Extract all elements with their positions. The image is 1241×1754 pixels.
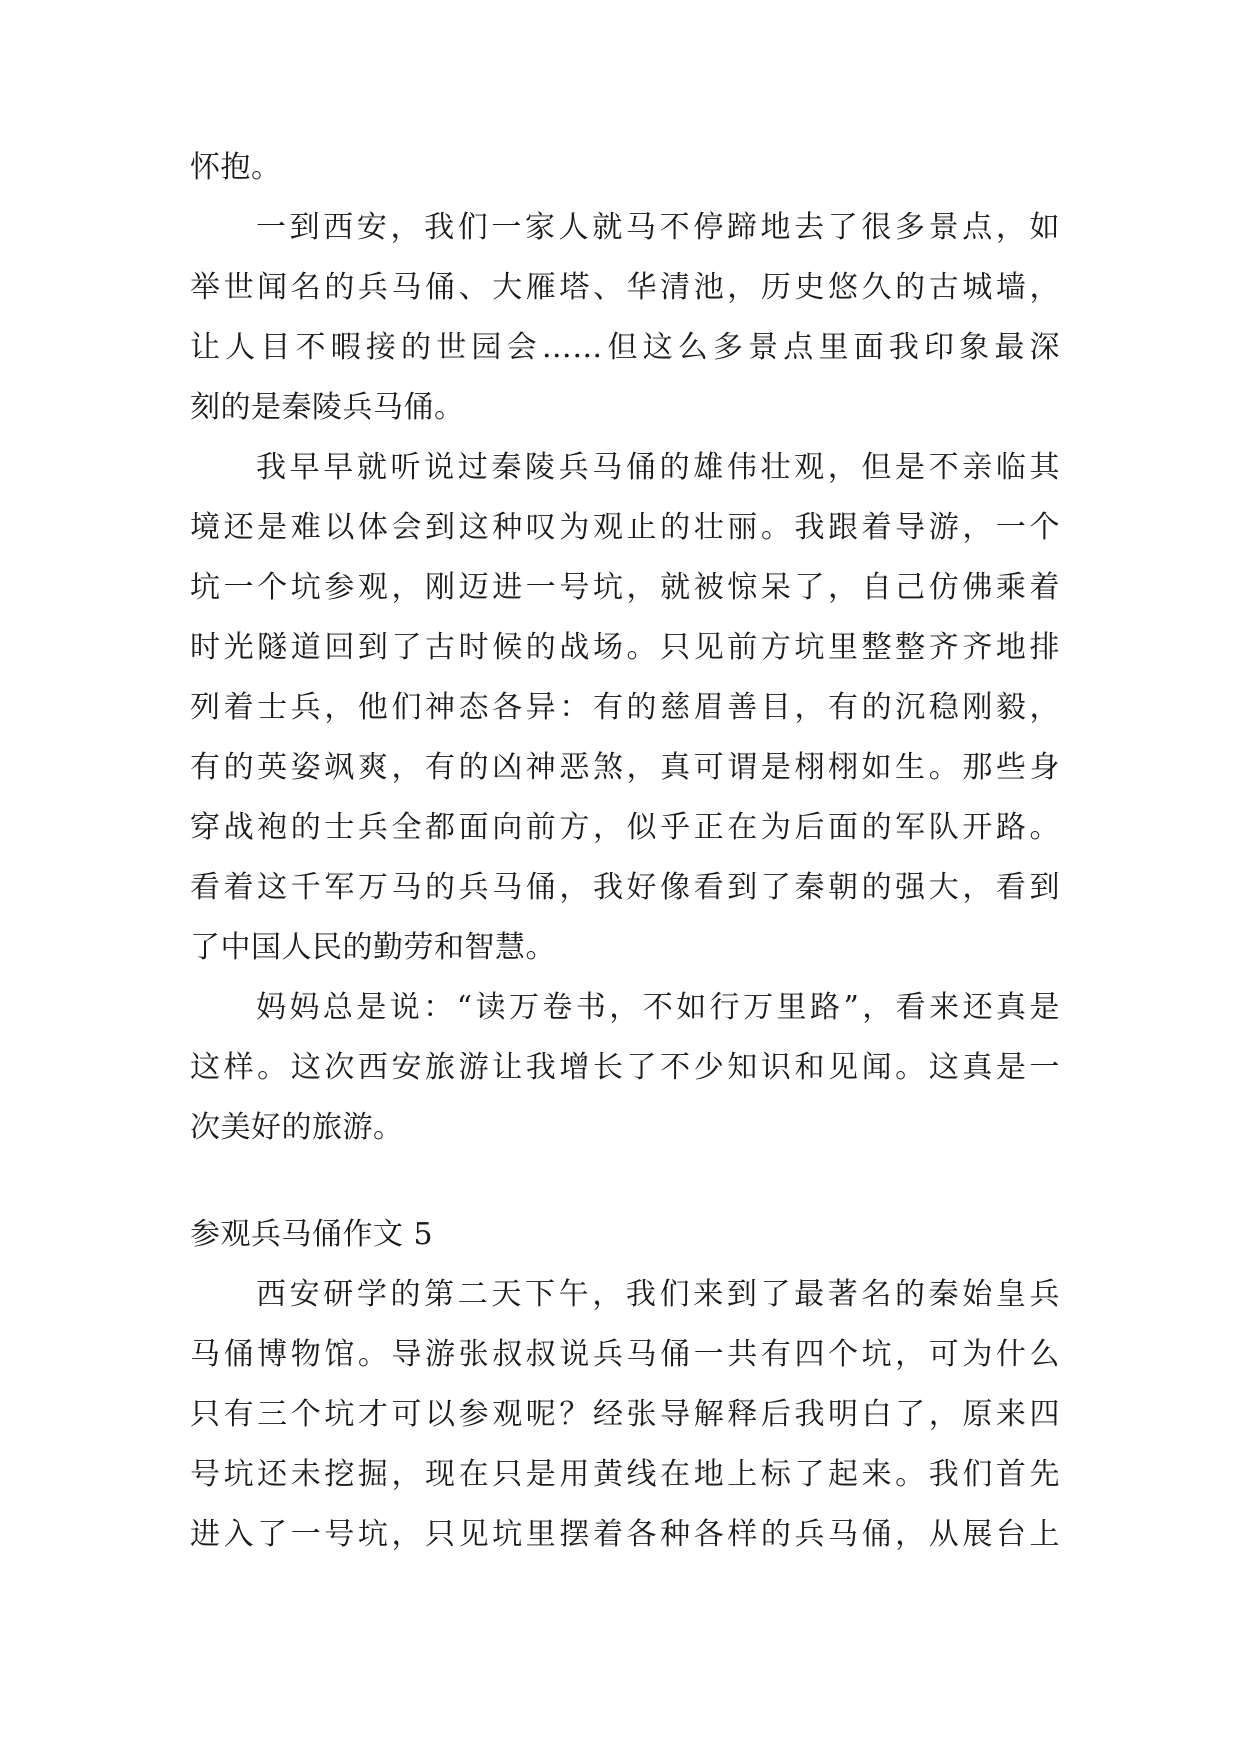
paragraph-line: 妈妈总是说：“读万卷书，不如行万里路”，看来还真是	[256, 990, 1060, 1025]
paragraph-line: 马俑博物馆。导游张叔叔说兵马俑一共有四个坑，可为什么	[190, 1337, 1060, 1372]
paragraph-line: 坑一个坑参观，刚迈进一号坑，就被惊呆了，自己仿佛乘着	[190, 570, 1060, 605]
paragraph-line: 西安研学的第二天下午，我们来到了最著名的秦始皇兵	[256, 1277, 1060, 1312]
paragraph-line: 进入了一号坑，只见坑里摆着各种各样的兵马俑，从展台上	[190, 1517, 1060, 1552]
paragraph-line: 时光隧道回到了古时候的战场。只见前方坑里整整齐齐地排	[190, 630, 1060, 665]
paragraph-line: 了中国人民的勤劳和智慧。	[190, 930, 556, 965]
paragraph-line: 只有三个坑才可以参观呢？经张导解释后我明白了，原来四	[190, 1397, 1060, 1432]
paragraph-line: 让人目不暇接的世园会……但这么多景点里面我印象最深	[190, 330, 1060, 365]
paragraph-line: 一到西安，我们一家人就马不停蹄地去了很多景点，如	[256, 210, 1060, 245]
section-title: 参观兵马俑作文 5	[190, 1217, 434, 1252]
paragraph-line: 怀抱。	[190, 150, 282, 185]
paragraph-line: 列着士兵，他们神态各异：有的慈眉善目，有的沉稳刚毅，	[190, 690, 1060, 725]
paragraph-line: 境还是难以体会到这种叹为观止的壮丽。我跟着导游，一个	[190, 510, 1060, 545]
paragraph-line: 看着这千军万马的兵马俑，我好像看到了秦朝的强大，看到	[190, 870, 1060, 905]
paragraph-line: 这样。这次西安旅游让我增长了不少知识和见闻。这真是一	[190, 1050, 1060, 1085]
paragraph-line: 次美好的旅游。	[190, 1110, 404, 1145]
paragraph-line: 刻的是秦陵兵马俑。	[190, 390, 465, 425]
paragraph-line: 穿战袍的士兵全都面向前方，似乎正在为后面的军队开路。	[190, 810, 1060, 845]
paragraph-line: 举世闻名的兵马俑、大雁塔、华清池，历史悠久的古城墙，	[190, 270, 1060, 305]
paragraph-line: 号坑还未挖掘，现在只是用黄线在地上标了起来。我们首先	[190, 1457, 1060, 1492]
paragraph-line: 我早早就听说过秦陵兵马俑的雄伟壮观，但是不亲临其	[256, 450, 1060, 485]
paragraph-line: 有的英姿飒爽，有的凶神恶煞，真可谓是栩栩如生。那些身	[190, 750, 1060, 785]
